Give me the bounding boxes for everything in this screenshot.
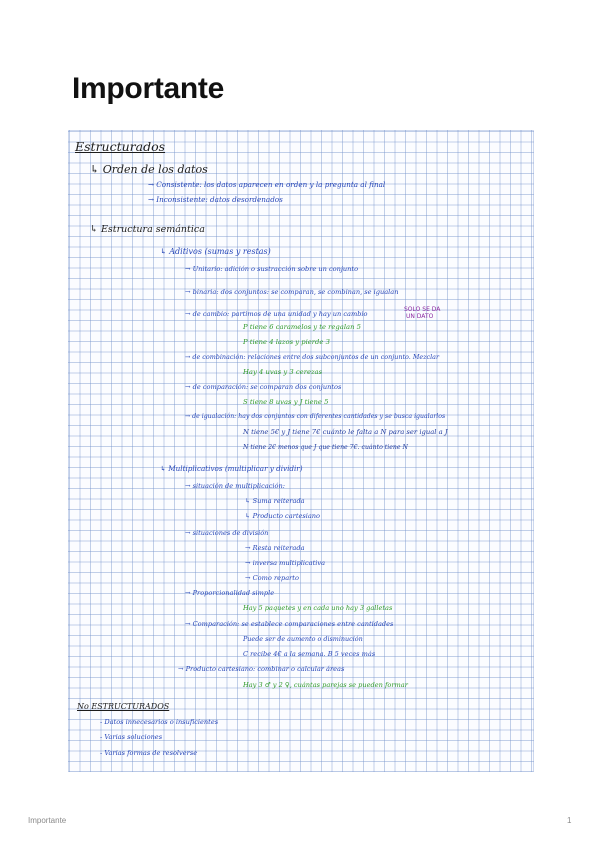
note-line-varias-formas: - Varias formas de resolverse (100, 749, 198, 757)
note-line-inconsistente: → Inconsistente: datos desordenados (148, 195, 283, 204)
note-line-aumento: Puede ser de aumento o disminución (243, 635, 363, 643)
note-line-inversa-mult: → inversa multiplicativa (245, 559, 326, 567)
note-line-situaciones-division: → situaciones de división (185, 529, 269, 537)
note-line-orden-datos: ↳ Orden de los datos (90, 163, 208, 176)
note-line-estructura-semantica: ↳ Estructura semántica (90, 224, 205, 235)
footer-label: Importante (28, 816, 67, 825)
page-title: Importante (72, 72, 225, 105)
note-line-unitario: → Unitario: adición o sustracción sobre un conjunto (185, 265, 359, 273)
note-line-no-estructurados: No ESTRUCTURADOS (77, 702, 170, 711)
note-line-cambio-ej1: P tiene 6 caramelos y te regalan 5 (243, 323, 361, 331)
note-line-igualacion: → de igualación: hay dos conjuntos con diferentes cantidades y se busca igualarlos (185, 413, 446, 420)
note-line-combinacion: → de combinación: relaciones entre dos subconjuntos de un conjunto. Mezclar (185, 353, 439, 361)
note-line-binaria: → binaria: dos conjuntos: se comparan, se combinan, se igualan (185, 288, 399, 296)
note-line-datos-innecesarios: - Datos innecesarios o insuficientes (100, 718, 219, 726)
note-line-combinacion-ej: Hay 4 uvas y 3 cerezas (243, 368, 323, 376)
note-line-cambio-ej2: P tiene 4 lazos y pierde 3 (243, 338, 330, 346)
note-line-cambio: → de cambio: partimos de una unidad y hay un cambio (185, 310, 368, 318)
note-line-varias-soluciones: - Varias soluciones (100, 733, 163, 741)
note-line-igualacion-ej1: N tiene 5€ y J tiene 7€ cuánto le falta a N para ser igual a J (243, 428, 448, 436)
note-line-consistente: → Consistente: los datos aparecen en orden y la pregunta al final (148, 180, 386, 189)
note-line-suma-reiterada: ↳ Suma reiterada (245, 497, 305, 505)
note-line-producto-cartesiano-1: ↳ Producto cartesiano (245, 512, 321, 520)
note-line-comparacion: → de comparación: se comparan dos conjuntos (185, 383, 342, 391)
note-line-como-reparto: → Como reparto (245, 574, 299, 582)
note-line-situacion-mult: → situación de multiplicación: (185, 482, 285, 490)
page-number: 1 (567, 816, 572, 825)
note-line-comparacion-mult-ej: C recibe 4€ a la semana. B 5 veces más (243, 650, 376, 658)
note-line-comparacion-ej: S tiene 8 uvas y J tiene 5 (243, 398, 329, 406)
note-line-comparacion-mult: → Comparación: se establece comparaciones entre cantidades (185, 620, 394, 628)
note-line-igualacion-ej2: N tiene 2€ menos que J que tiene 7€. cuánto tiene N (243, 444, 408, 451)
note-line-multiplicativos: ↳ Multiplicativos (multiplicar y dividir) (160, 464, 303, 473)
side-note-line-2: UN DATO (406, 312, 434, 320)
note-line-producto-cartesiano-ej: Hay 3 ♂ y 2 ♀, cuántas parejas se pueden formar (243, 681, 408, 689)
note-line-estructurados: Estructurados (75, 139, 166, 154)
note-line-proporcionalidad: → Proporcionalidad simple (185, 589, 275, 597)
note-line-resta-reiterada: → Resta reiterada (245, 544, 305, 552)
note-line-aditivos: ↳ Aditivos (sumas y restas) (160, 247, 271, 256)
note-line-proporcionalidad-ej: Hay 5 paquetes y en cada uno hay 3 galletas (243, 604, 393, 612)
side-note (404, 307, 440, 320)
side-note-line-1: SOLO SE DA (404, 306, 441, 313)
note-line-producto-cartesiano-2: → Producto cartesiano: combinar o calcular áreas (178, 665, 345, 673)
